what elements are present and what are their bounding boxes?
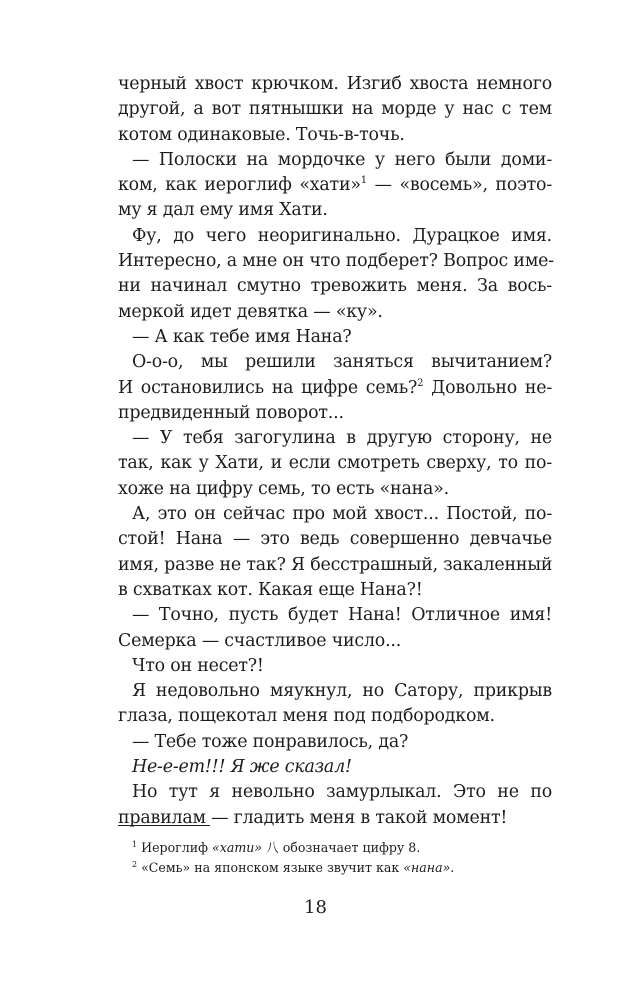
footnote-reference: 1 [360, 175, 367, 187]
text-line: глаза, пощекотал меня под подбородком. [118, 706, 495, 727]
text-line: му я дал ему имя Хати. [118, 200, 328, 221]
text-line: И остановились на цифре семь?$^2$ Довольно не- [118, 377, 552, 398]
text-line: в схватках кот. Какая еще Нана?! [118, 579, 423, 600]
text-line: Семерка — счастливое число... [118, 630, 402, 651]
text-line: Я недовольно мяукнул, но Сатору, прикрыв [132, 681, 552, 702]
text-line: О-о-о, мы решили заняться вычитанием? [132, 352, 552, 373]
text-line: другой, а вот пятнышки на морде у нас с тем [118, 99, 552, 120]
footnote-2: $^2$ «Семь» на японском языке звучит как «нана». [132, 860, 455, 875]
text-line: — А как тебе имя Нана? [132, 326, 352, 347]
footnote-divider [118, 825, 210, 826]
text-line: — У тебя загогулина в другую сторону, не [132, 428, 552, 449]
text-line: А, это он сейчас про мой хвост... Постой, по- [132, 504, 552, 525]
footnotes [132, 838, 552, 878]
body-text [118, 72, 552, 831]
text-line: так, как у Хати, и если смотреть сверху, то по- [118, 453, 552, 474]
text-line: Интересно, а мне он что подберет? Вопрос име- [118, 251, 554, 272]
text-line: черный хвост крючком. Изгиб хвоста немного [118, 74, 552, 94]
text-line: Что он несет?! [132, 655, 264, 676]
text-line: — Тебе тоже понравилось, да? [132, 731, 409, 752]
text-line: Но тут я невольно замурлыкал. Это не по [132, 782, 552, 803]
text-line: — Полоски на мордочке у него были доми- [132, 149, 552, 170]
text-line: стой! Нана — это ведь совершенно девчачье [118, 529, 552, 550]
text-line: хоже на цифру семь, то есть «нана». [118, 478, 449, 499]
text-line: — Точно, пусть будет Нана! Отличное имя! [132, 605, 552, 626]
text-line: предвиденный поворот... [118, 402, 344, 423]
text-line: котом одинаковые. Точь-в-точь. [118, 124, 405, 145]
text-line: меркой идет девятка — «ку». [118, 301, 383, 322]
footnote-1: $^1$ Иероглиф «хати» 八 обозначает цифру 8. [132, 840, 421, 855]
page-number: 18 [304, 897, 327, 918]
footnote-reference: 2 [417, 377, 424, 389]
text-line: ком, как иероглиф «хати»$^1$ — «восемь», поэто- [118, 175, 552, 196]
text-line: Фу, до чего неоригинально. Дурацкое имя. [132, 225, 552, 246]
text-line: имя, разве не так? Я бесстрашный, закаленный [118, 554, 553, 575]
text-line: правилам — гладить меня в такой момент! [118, 807, 508, 828]
text-line: ни начинал смутно тревожить меня. За вось- [118, 276, 552, 297]
text-line: Не-е-ет!!! Я же сказал! [132, 757, 352, 778]
